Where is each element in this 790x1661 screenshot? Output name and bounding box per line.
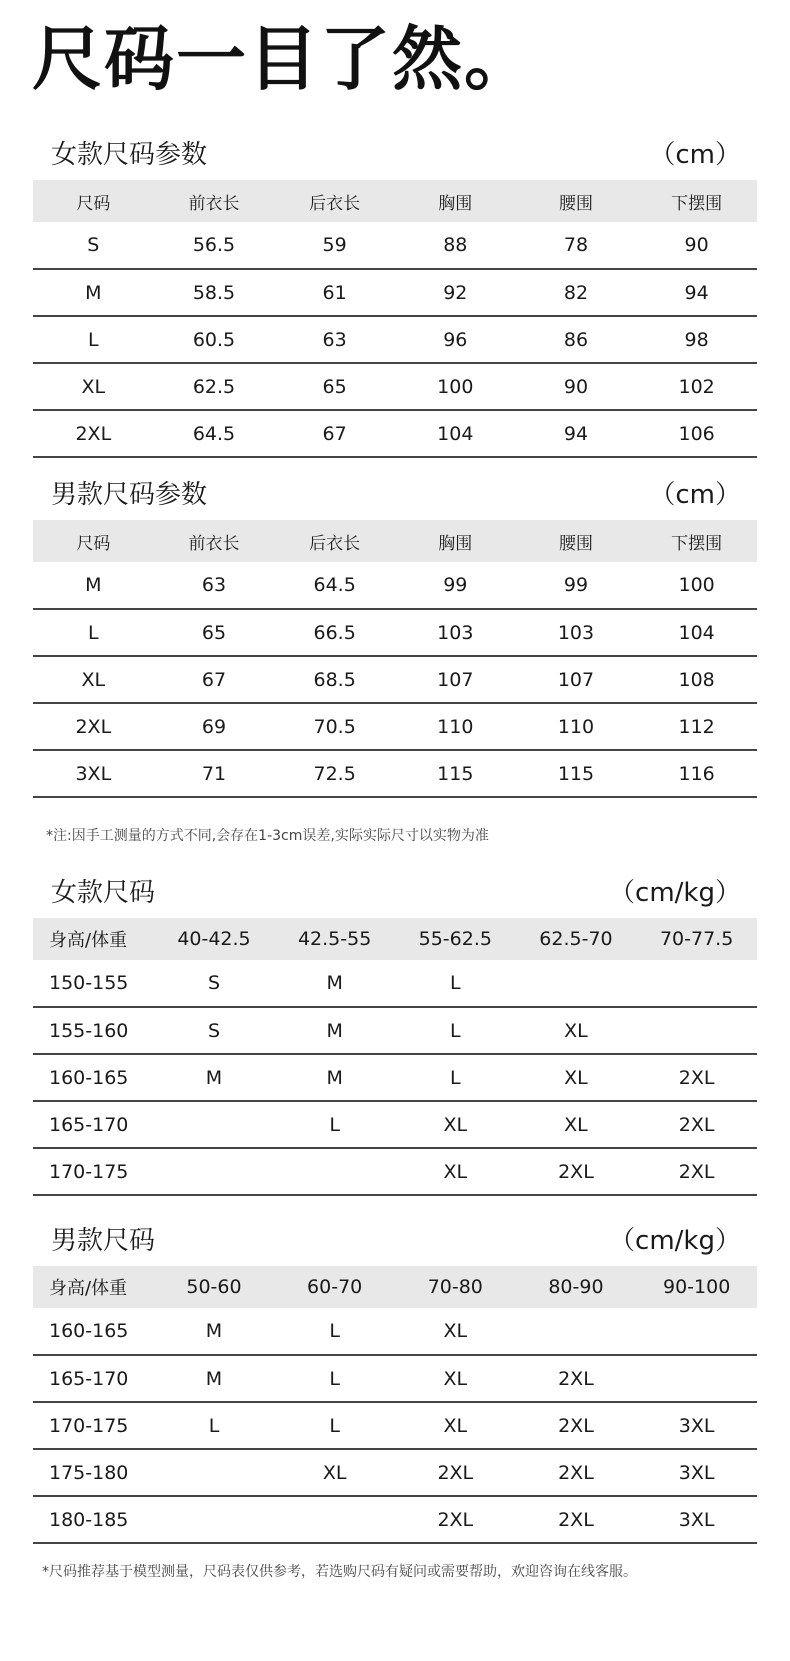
table-cell: 175-180 [33,1449,154,1496]
table-cell: S [33,222,154,269]
table-cell: 72.5 [274,750,395,797]
table-row [33,562,757,609]
table-cell: M [274,1054,395,1101]
table-cell: 69 [154,703,275,750]
column-header: 胸围 [438,533,473,554]
column-header: 前衣长 [188,193,240,214]
table-cell: 160-165 [33,1308,154,1355]
unit-label: （cm） [649,480,741,510]
table-cell: 59 [274,222,395,269]
table-row [33,1101,757,1148]
column-header: 胸围 [438,193,473,214]
men-params-table [33,520,757,798]
column-header: 尺码 [76,193,111,214]
measurement-note: *注:因手工测量的方式不同,会存在1-3cm误差,实际实际尺寸以实物为准 [46,828,489,844]
table-cell: 3XL [636,1449,757,1496]
column-header: 70-80 [427,1276,483,1298]
table-cell: 3XL [636,1402,757,1449]
column-header: 身高/体重 [49,1278,128,1299]
table-row [33,222,757,269]
table-cell [516,960,637,1007]
table-row [33,1308,757,1355]
table-cell: 103 [395,609,516,656]
table-cell: M [154,1308,275,1355]
table-cell: XL [516,1101,637,1148]
table-cell: 116 [636,750,757,797]
table-row [33,609,757,656]
table-cell: 67 [274,410,395,457]
column-header: 60-70 [307,1276,363,1298]
table-cell: 94 [516,410,637,457]
column-header: 55-62.5 [418,928,492,950]
column-header: 下摆围 [671,533,723,554]
table-cell: 68.5 [274,656,395,703]
table-cell: 2XL [636,1101,757,1148]
column-header: 70-77.5 [659,928,734,950]
table-row [33,1007,757,1054]
column-header: 50-60 [186,1276,242,1298]
table-cell: 66.5 [274,609,395,656]
table-cell: 2XL [395,1449,516,1496]
table-cell: 90 [636,222,757,269]
table-cell: XL [33,656,154,703]
page-title: 尺码一目了然。 [32,18,536,100]
table-cell: M [154,1054,275,1101]
table-cell: 165-170 [33,1355,154,1402]
table-header-row [33,918,757,960]
table-cell: 170-175 [33,1402,154,1449]
column-header: 尺码 [76,533,111,554]
table-header-row [33,520,757,562]
table-cell: 115 [516,750,637,797]
table-cell: 104 [636,609,757,656]
section-title: 女款尺码 [51,878,156,908]
table-cell: 112 [636,703,757,750]
table-row [33,316,757,363]
table-cell [516,1308,637,1355]
column-header: 后衣长 [309,533,361,554]
table-cell: M [33,562,154,609]
table-cell: 71 [154,750,275,797]
column-header: 80-90 [548,1276,604,1298]
column-header: 身高/体重 [49,930,128,951]
unit-label: （cm/kg） [609,878,741,908]
table-cell: L [274,1308,395,1355]
table-cell: 107 [516,656,637,703]
women-params-table [33,180,757,458]
table-cell [274,1148,395,1195]
table-cell: 170-175 [33,1148,154,1195]
column-header: 40-42.5 [177,928,251,950]
table-cell: L [274,1402,395,1449]
table-cell: 56.5 [154,222,275,269]
section-header [33,868,757,918]
unit-label: （cm） [649,140,741,170]
table-cell: 86 [516,316,637,363]
table-cell [636,1355,757,1402]
column-header: 下摆围 [671,193,723,214]
table-row [33,1449,757,1496]
unit-label: （cm/kg） [609,1226,741,1256]
table-cell: L [33,609,154,656]
table-cell: 110 [395,703,516,750]
table-cell: M [274,1007,395,1054]
column-header: 42.5-55 [297,928,372,950]
table-cell: L [395,1054,516,1101]
table-cell [154,1449,275,1496]
table-cell: 88 [395,222,516,269]
table-cell [274,1496,395,1543]
section-header [33,1216,757,1266]
table-cell: 100 [636,562,757,609]
table-cell: 63 [154,562,275,609]
table-header-row [33,180,757,222]
table-cell: 2XL [636,1054,757,1101]
table-cell: L [395,960,516,1007]
table-cell: 63 [274,316,395,363]
table-cell: 2XL [636,1148,757,1195]
table-cell: 58.5 [154,269,275,316]
table-cell: 102 [636,363,757,410]
section-title: 女款尺码参数 [51,140,208,170]
table-cell: 65 [154,609,275,656]
column-header: 腰围 [558,193,593,214]
table-cell: 2XL [516,1355,637,1402]
table-cell: 94 [636,269,757,316]
table-row [33,1496,757,1543]
column-header: 后衣长 [309,193,361,214]
women-params-section [33,130,757,458]
table-cell: XL [395,1402,516,1449]
table-row [33,1402,757,1449]
men-size-chart-section [33,1216,757,1544]
table-row [33,960,757,1007]
table-cell: L [154,1402,275,1449]
table-row [33,703,757,750]
table-cell: 155-160 [33,1007,154,1054]
table-cell: L [395,1007,516,1054]
table-cell: XL [395,1101,516,1148]
table-cell: 2XL [516,1449,637,1496]
table-cell: 99 [516,562,637,609]
table-cell: 2XL [395,1496,516,1543]
table-cell [636,960,757,1007]
table-cell [636,1007,757,1054]
table-cell: 108 [636,656,757,703]
table-cell: 165-170 [33,1101,154,1148]
table-cell: 82 [516,269,637,316]
table-cell: 180-185 [33,1496,154,1543]
women-size-chart-table [33,918,757,1196]
table-cell: 2XL [33,703,154,750]
table-cell: XL [395,1148,516,1195]
table-cell: XL [274,1449,395,1496]
table-cell: 78 [516,222,637,269]
table-cell: 2XL [516,1496,637,1543]
table-cell: 62.5 [154,363,275,410]
table-cell: 104 [395,410,516,457]
table-header-row [33,1266,757,1308]
section-title: 男款尺码 [51,1226,156,1256]
column-header: 前衣长 [188,533,240,554]
table-cell: XL [395,1308,516,1355]
table-cell: 2XL [516,1148,637,1195]
table-cell: XL [33,363,154,410]
table-cell: 3XL [33,750,154,797]
table-row [33,1054,757,1101]
table-cell: 103 [516,609,637,656]
table-cell: 3XL [636,1496,757,1543]
column-header: 90-100 [662,1276,731,1298]
table-cell: 107 [395,656,516,703]
table-cell: 90 [516,363,637,410]
table-cell: M [154,1355,275,1402]
table-cell: 96 [395,316,516,363]
recommendation-note: *尺码推荐基于模型测量，尺码表仅供参考，若选购尺码有疑问或需要帮助，欢迎咨询在线客服。 [42,1564,637,1580]
table-cell: 60.5 [154,316,275,363]
table-cell: L [274,1355,395,1402]
table-cell: 2XL [33,410,154,457]
table-cell: 92 [395,269,516,316]
table-cell: M [33,269,154,316]
table-row [33,363,757,410]
men-params-section [33,470,757,798]
table-row [33,1148,757,1195]
table-cell: XL [516,1054,637,1101]
table-cell: S [154,960,275,1007]
women-size-chart-section [33,868,757,1196]
table-cell: 2XL [516,1402,637,1449]
table-row [33,656,757,703]
table-cell: 99 [395,562,516,609]
table-cell: 115 [395,750,516,797]
section-title: 男款尺码参数 [51,480,208,510]
table-cell [636,1308,757,1355]
table-cell: 70.5 [274,703,395,750]
table-cell: 64.5 [154,410,275,457]
section-header [33,470,757,520]
table-cell: 98 [636,316,757,363]
table-cell: L [274,1101,395,1148]
table-cell: 106 [636,410,757,457]
section-header [33,130,757,180]
table-cell: 64.5 [274,562,395,609]
table-cell: 100 [395,363,516,410]
table-cell [154,1148,275,1195]
table-cell: XL [395,1355,516,1402]
table-cell: 150-155 [33,960,154,1007]
table-cell: XL [516,1007,637,1054]
table-cell [154,1496,275,1543]
column-header: 腰围 [558,533,593,554]
table-cell: M [274,960,395,1007]
table-cell [154,1101,275,1148]
table-cell: 67 [154,656,275,703]
table-cell: 110 [516,703,637,750]
table-cell: 61 [274,269,395,316]
table-cell: L [33,316,154,363]
table-row [33,269,757,316]
column-header: 62.5-70 [539,928,613,950]
table-row [33,1355,757,1402]
table-row [33,410,757,457]
table-row [33,750,757,797]
table-cell: 65 [274,363,395,410]
men-size-chart-table [33,1266,757,1544]
table-cell: 160-165 [33,1054,154,1101]
table-cell: S [154,1007,275,1054]
